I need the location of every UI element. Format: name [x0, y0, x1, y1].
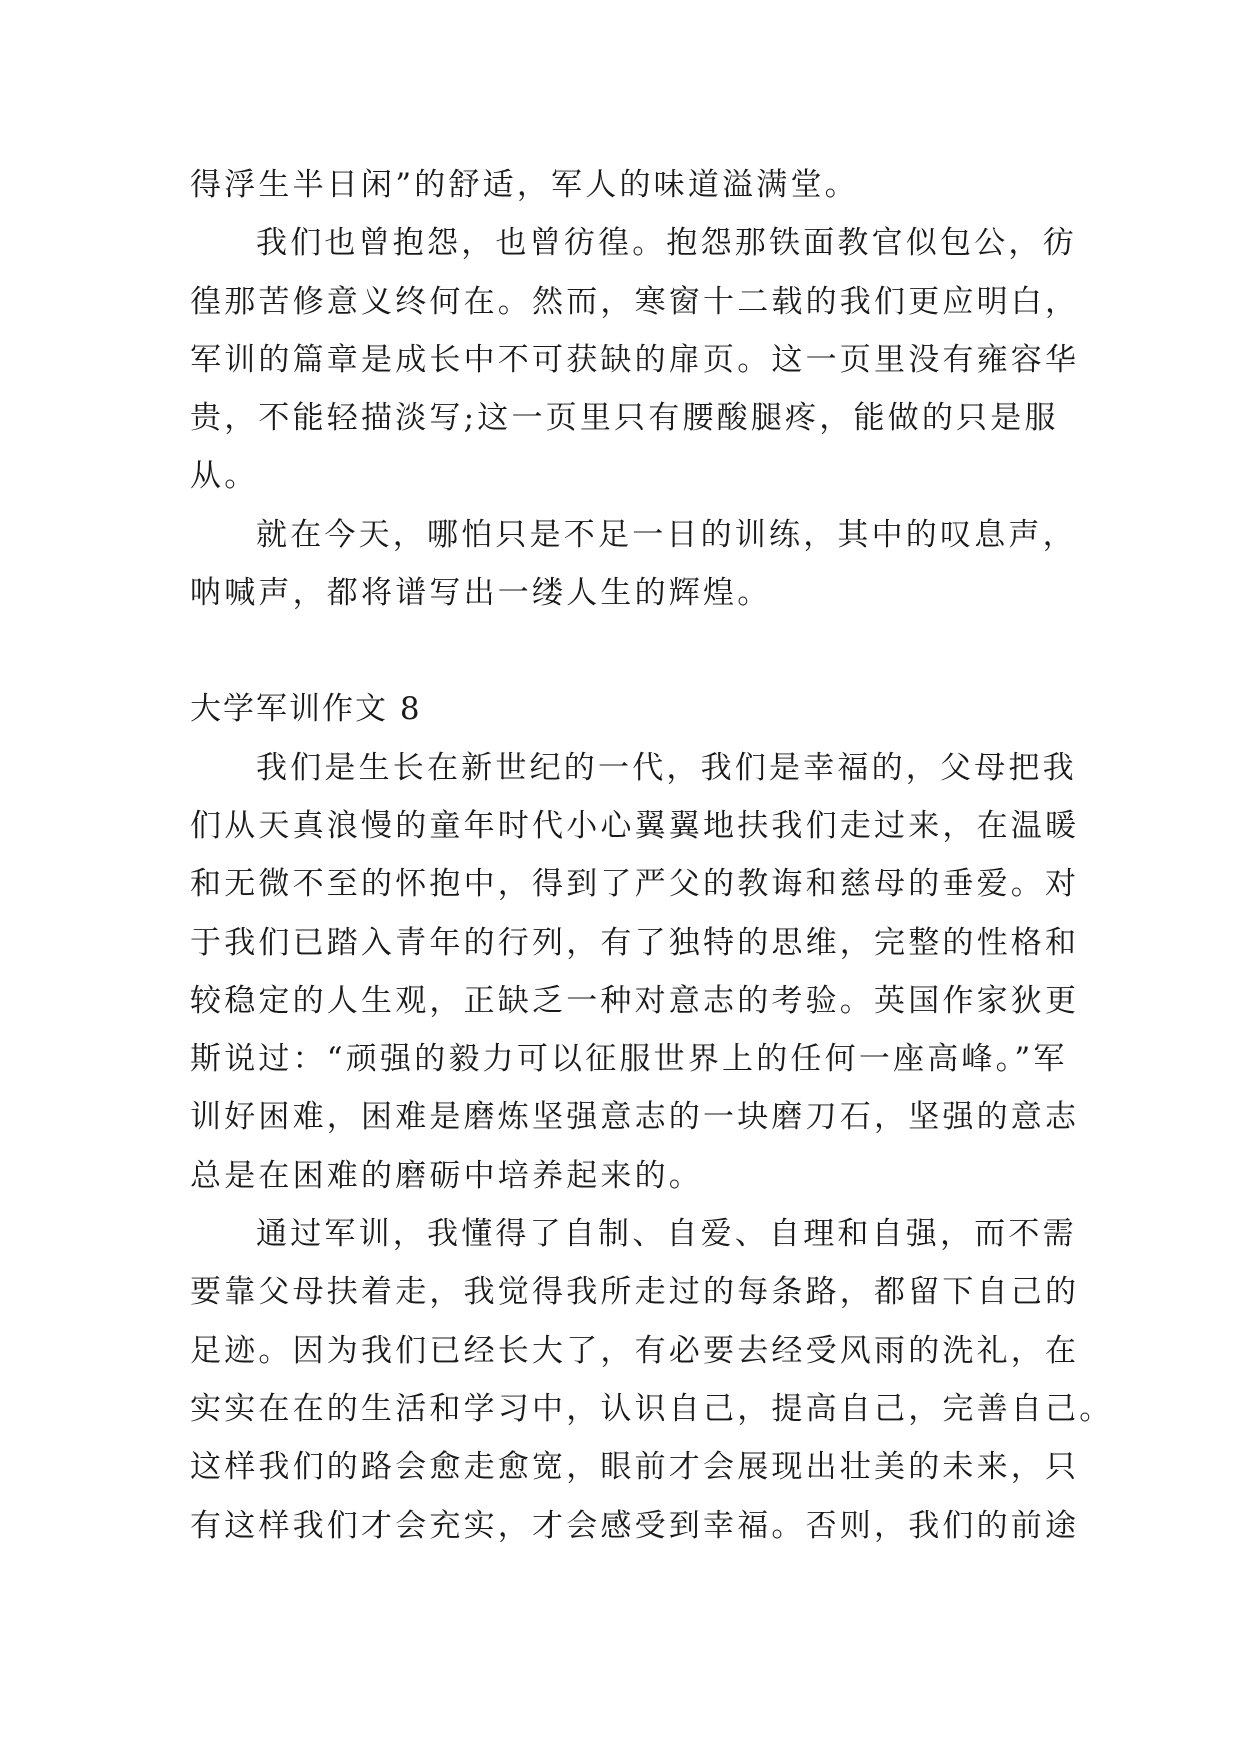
- text-line: 训好困难，困难是磨炼坚强意志的一块磨刀石，坚强的意志: [190, 1099, 1080, 1136]
- text-line: 实实在在的生活和学习中，认识自己，提高自己，完善自己。: [190, 1390, 1114, 1427]
- paragraph-continuation: [190, 156, 1058, 214]
- text-line: 呐喊声，都将谱写出一缕人生的辉煌。: [190, 575, 772, 612]
- text-line: 要靠父母扶着走，我觉得我所走过的每条路，都留下自己的: [190, 1274, 1080, 1311]
- text-line: 有这样我们才会充实，才会感受到幸福。否则，我们的前途: [190, 1507, 1080, 1544]
- text-line: 贵，不能轻描淡写;这一页里只有腰酸腿疼，能做的只是服: [190, 400, 1059, 437]
- text-line: 们从天真浪慢的童年时代小心翼翼地扶我们走过来，在温暖: [190, 807, 1080, 844]
- paragraph-through-training: [190, 1205, 1114, 1555]
- document-body: [190, 156, 1114, 1555]
- text-line: 通过军训，我懂得了自制、自爱、自理和自强，而不需: [256, 1216, 1077, 1253]
- text-line: 军训的篇章是成长中不可获缺的扉页。这一页里没有雍容华: [190, 341, 1080, 378]
- paragraph-generation: [190, 739, 1080, 1205]
- text-line: 从。: [190, 458, 259, 495]
- text-line: 得浮生半日闲”的舒适，军人的味道溢满堂。: [190, 167, 859, 203]
- spacer: [190, 622, 1058, 680]
- paragraph-today: [190, 506, 1077, 623]
- text-line: 总是在困难的磨砺中培养起来的。: [190, 1157, 703, 1194]
- text-line: 我们是生长在新世纪的一代，我们是幸福的，父母把我: [256, 749, 1077, 786]
- text-line: 这样我们的路会愈走愈宽，眼前才会展现出壮美的未来，只: [190, 1449, 1080, 1486]
- text-line: 于我们已踏入青年的行列，有了独特的思维，完整的性格和: [190, 924, 1080, 961]
- text-line: 我们也曾抱怨，也曾彷徨。抱怨那铁面教官似包公，彷: [256, 225, 1077, 262]
- text-line: 徨那苦修意义终何在。然而，寒窗十二载的我们更应明白，: [190, 283, 1080, 320]
- text-line: 较稳定的人生观，正缺乏一种对意志的考验。英国作家狄更: [190, 982, 1080, 1019]
- text-line: 就在今天，哪怕只是不足一日的训练，其中的叹息声，: [256, 516, 1077, 553]
- text-line: 足迹。因为我们已经长大了，有必要去经受风雨的洗礼，在: [190, 1332, 1080, 1369]
- text-line: 斯说过：“顽强的毅力可以征服世界上的任何一座高峰。”军: [190, 1041, 1068, 1078]
- text-line: 和无微不至的怀抱中，得到了严父的教诲和慈母的垂爱。对: [190, 866, 1080, 903]
- paragraph-complaint: [190, 214, 1080, 505]
- essay-heading: 大学军训作文 8: [190, 691, 422, 728]
